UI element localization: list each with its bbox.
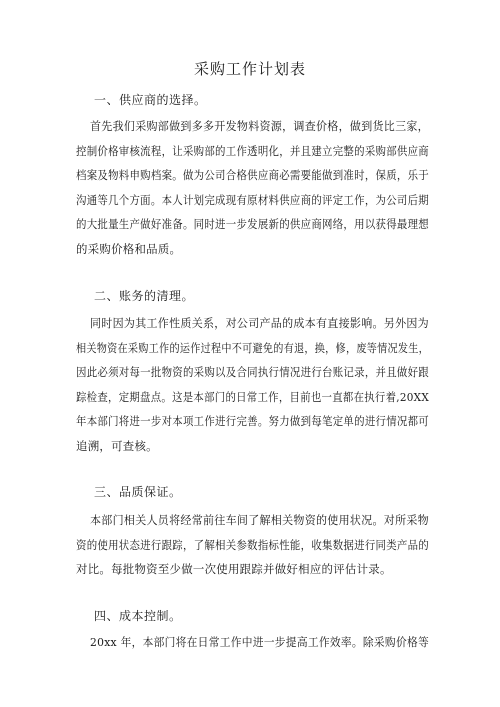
section-heading-quality-assurance: 三、品质保证。 <box>94 485 182 499</box>
paragraph-line: 因此必须对每一批物资的采购以及合同执行情况进行台账记录，并且做好跟 <box>76 365 429 379</box>
paragraph-line: 档案及物料申购档案。做为公司合格供应商必需要能做到准时，保质，乐于 <box>76 168 429 182</box>
paragraph-line: 资的使用状态进行跟踪，了解相关参数指标性能，收集数据进行同类产品的 <box>76 537 429 552</box>
paragraph-line: 本部门相关人员将经常前往车间了解相关物资的使用状况。对所采物 <box>90 513 429 527</box>
paragraph-line: 的大批量生产做好准备。同时进一步发展新的供应商网络，用以获得最理想 <box>76 217 429 231</box>
paragraph-line: 的采购价格和品质。 <box>76 241 182 256</box>
paragraph-line: 首先我们采购部做到多多开发物料资源，调查价格，做到货比三家， <box>90 119 429 133</box>
paragraph-line: 踪检查，定期盘点。这是本部门的日常工作，目前也一直都在执行着,20XX <box>76 389 429 404</box>
paragraph-line: 追溯，可查核。 <box>76 438 158 453</box>
paragraph-line: 同时因为其工作性质关系，对公司产品的成本有直接影响。另外因为 <box>90 316 429 330</box>
section-body-quality-assurance <box>76 508 429 582</box>
section-body-account-cleanup <box>76 311 429 458</box>
section-body-supplier-selection <box>76 114 429 261</box>
paragraph-line: 控制价格审核流程，让采购部的工作透明化，并且建立完整的采购部供应商 <box>76 143 429 158</box>
section-heading-supplier-selection: 一、供应商的选择。 <box>94 93 207 107</box>
section-body-cost-control <box>76 630 429 655</box>
paragraph-line: 沟通等几个方面。本人计划完成现有原材料供应商的评定工作，为公司后期 <box>76 192 429 207</box>
document-title: 采购工作计划表 <box>193 60 306 78</box>
section-heading-cost-control: 四、成本控制。 <box>94 609 182 623</box>
paragraph-line: 年本部门将进一步对本项工作进行完善。努力做到每笔定单的进行情况都可 <box>76 414 429 428</box>
section-heading-account-cleanup: 二、账务的清理。 <box>94 289 195 303</box>
paragraph-line: 相关物资在采购工作的运作过程中不可避免的有退，换，修，废等情况发生， <box>76 340 429 355</box>
paragraph-line: 20xx 年，本部门将在日常工作中进一步提高工作效率。除采购价格等 <box>90 635 429 649</box>
paragraph-line: 对比。每批物资至少做一次使用跟踪并做好相应的评估计录。 <box>76 562 392 576</box>
